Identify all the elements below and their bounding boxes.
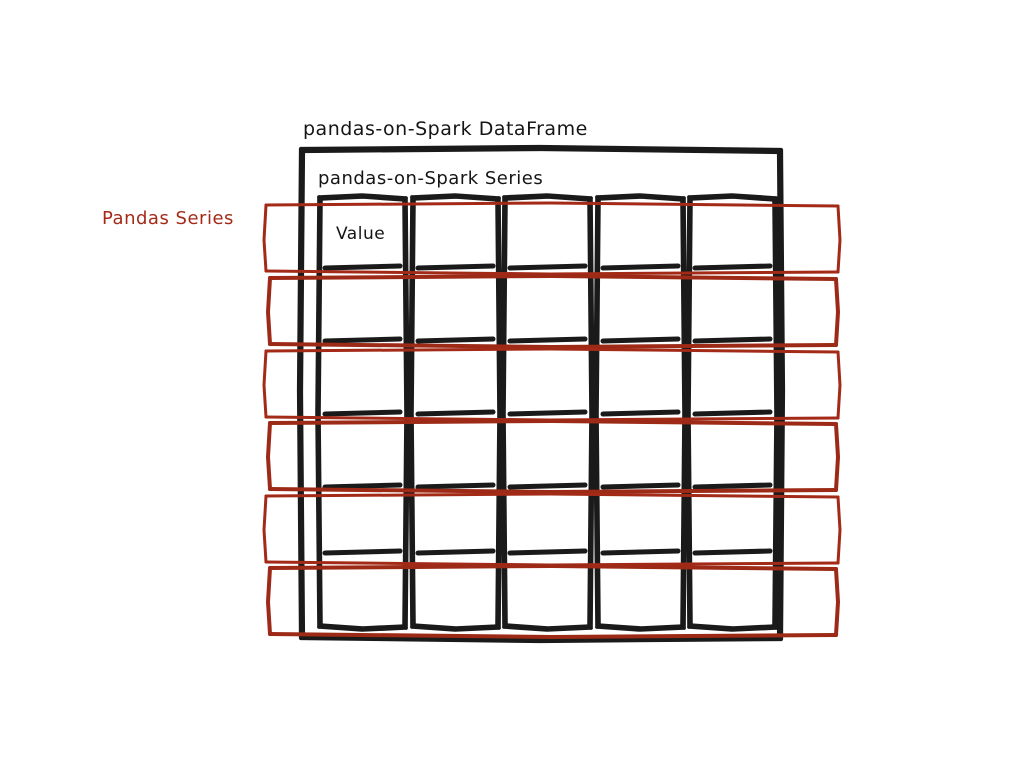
pandas-series-row-box-4 <box>268 421 838 492</box>
pandas-series-title-label: Pandas Series <box>102 208 234 229</box>
cell-separators <box>325 266 770 553</box>
pandas-series-row-box-3 <box>264 349 840 420</box>
value-cell-label: Value <box>336 224 386 244</box>
series-title-label: pandas-on-Spark Series <box>318 168 544 189</box>
dataframe-title-label: pandas-on-Spark DataFrame <box>303 118 588 140</box>
pandas-series-row-box-2 <box>268 276 838 347</box>
